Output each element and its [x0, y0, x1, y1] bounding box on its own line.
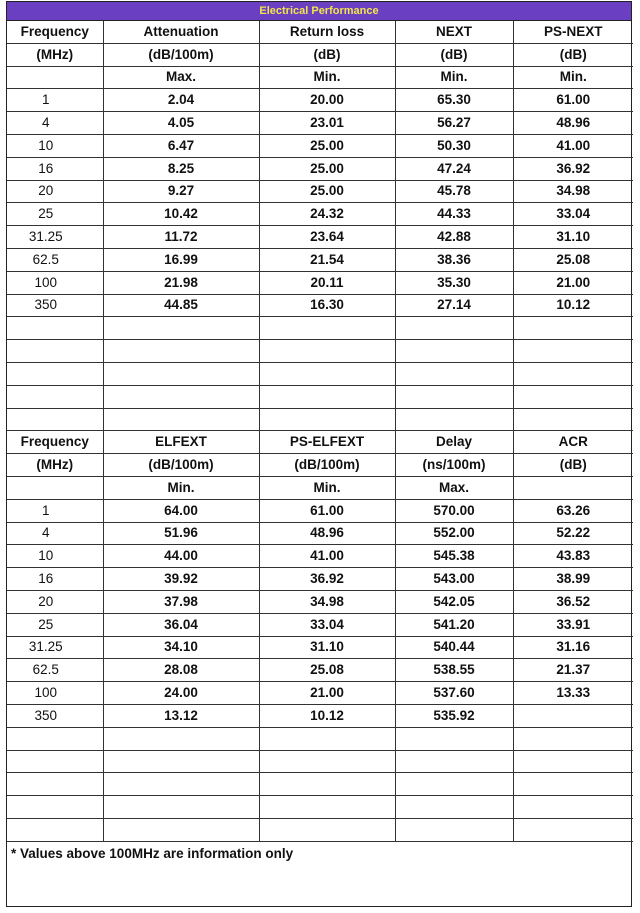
table-row — [7, 522, 633, 545]
limit-cell: Min. — [259, 476, 395, 499]
frequency-cell: 4 — [7, 112, 103, 135]
unit-cell: (dB/100m) — [259, 454, 395, 477]
value-cell — [513, 818, 633, 841]
footnote: * Values above 100MHz are information only — [11, 845, 294, 861]
value-cell: 535.92 — [395, 704, 513, 727]
table-row — [7, 89, 633, 112]
value-cell: 25.08 — [259, 659, 395, 682]
table-row — [7, 590, 633, 613]
value-cell: 6.47 — [103, 134, 259, 157]
table-row — [7, 248, 633, 271]
table-row — [7, 271, 633, 294]
value-cell: 545.38 — [395, 545, 513, 568]
frequency-cell — [7, 408, 103, 431]
limit-cell: Min. — [513, 66, 633, 89]
header-row — [7, 431, 633, 453]
value-cell — [513, 704, 633, 727]
value-cell — [513, 750, 633, 773]
value-cell: 31.10 — [259, 636, 395, 659]
header-cell: NEXT — [395, 21, 513, 43]
value-cell: 20.11 — [259, 271, 395, 294]
table-row — [7, 157, 633, 180]
unit-cell: (dB) — [395, 43, 513, 66]
value-cell — [395, 750, 513, 773]
unit-row — [7, 43, 633, 66]
header-cell: PS-ELFEXT — [259, 431, 395, 453]
value-cell: 34.98 — [259, 590, 395, 613]
value-cell: 11.72 — [103, 226, 259, 249]
value-cell: 31.16 — [513, 636, 633, 659]
value-cell: 52.22 — [513, 522, 633, 545]
value-cell — [103, 727, 259, 750]
value-cell: 23.64 — [259, 226, 395, 249]
frequency-cell: 25 — [7, 613, 103, 636]
value-cell — [513, 385, 633, 408]
header-cell: PS-NEXT — [513, 21, 633, 43]
value-cell: 41.00 — [513, 134, 633, 157]
value-cell — [395, 773, 513, 796]
frequency-cell: 1 — [7, 499, 103, 522]
limit-cell: Max. — [103, 66, 259, 89]
value-cell — [259, 408, 395, 431]
table-row — [7, 750, 633, 773]
unit-cell: (MHz) — [7, 454, 103, 477]
value-cell: 10.42 — [103, 203, 259, 226]
table-row — [7, 134, 633, 157]
value-cell — [103, 362, 259, 385]
value-cell: 33.91 — [513, 613, 633, 636]
value-cell: 61.00 — [259, 499, 395, 522]
value-cell: 41.00 — [259, 545, 395, 568]
value-cell — [259, 317, 395, 340]
table-row — [7, 408, 633, 431]
header-cell: ELFEXT — [103, 431, 259, 453]
value-cell: 25.00 — [259, 157, 395, 180]
value-cell: 10.12 — [259, 704, 395, 727]
electrical-table-2 — [7, 431, 633, 841]
table-row — [7, 385, 633, 408]
value-cell: 21.00 — [513, 271, 633, 294]
table-row — [7, 340, 633, 363]
value-cell: 36.92 — [513, 157, 633, 180]
unit-cell: (dB) — [513, 43, 633, 66]
value-cell — [103, 750, 259, 773]
unit-row — [7, 454, 633, 477]
frequency-cell — [7, 340, 103, 363]
value-cell: 47.24 — [395, 157, 513, 180]
value-cell: 31.10 — [513, 226, 633, 249]
electrical-table-1 — [7, 21, 633, 431]
table-row — [7, 682, 633, 705]
value-cell — [395, 818, 513, 841]
table-row — [7, 112, 633, 135]
value-cell: 42.88 — [395, 226, 513, 249]
unit-cell: (dB/100m) — [103, 454, 259, 477]
header-cell: Frequency — [7, 21, 103, 43]
value-cell — [513, 340, 633, 363]
value-cell: 25.00 — [259, 180, 395, 203]
value-cell: 34.98 — [513, 180, 633, 203]
table-row — [7, 203, 633, 226]
value-cell — [513, 773, 633, 796]
value-cell: 4.05 — [103, 112, 259, 135]
value-cell: 538.55 — [395, 659, 513, 682]
frequency-cell — [7, 818, 103, 841]
table-row — [7, 362, 633, 385]
value-cell — [395, 362, 513, 385]
value-cell: 36.52 — [513, 590, 633, 613]
unit-cell: (ns/100m) — [395, 454, 513, 477]
value-cell: 44.00 — [103, 545, 259, 568]
frequency-cell: 31.25 — [7, 636, 103, 659]
value-cell — [103, 773, 259, 796]
value-cell — [395, 340, 513, 363]
frequency-cell: 20 — [7, 180, 103, 203]
table-row — [7, 636, 633, 659]
frequency-cell: 16 — [7, 157, 103, 180]
value-cell — [259, 750, 395, 773]
table-row — [7, 704, 633, 727]
frequency-cell: 100 — [7, 271, 103, 294]
value-cell: 65.30 — [395, 89, 513, 112]
frequency-cell: 10 — [7, 134, 103, 157]
value-cell: 38.36 — [395, 248, 513, 271]
value-cell: 36.92 — [259, 568, 395, 591]
header-row — [7, 21, 633, 43]
unit-cell: (dB/100m) — [103, 43, 259, 66]
value-cell: 16.30 — [259, 294, 395, 317]
table-row — [7, 773, 633, 796]
header-cell: Return loss — [259, 21, 395, 43]
table-row — [7, 659, 633, 682]
value-cell — [513, 317, 633, 340]
value-cell — [259, 727, 395, 750]
table-row — [7, 317, 633, 340]
value-cell: 44.33 — [395, 203, 513, 226]
value-cell — [259, 796, 395, 819]
frequency-cell: 100 — [7, 682, 103, 705]
table-row — [7, 294, 633, 317]
value-cell: 27.14 — [395, 294, 513, 317]
value-cell: 36.04 — [103, 613, 259, 636]
value-cell — [103, 818, 259, 841]
value-cell — [513, 362, 633, 385]
frequency-cell: 1 — [7, 89, 103, 112]
value-cell: 24.32 — [259, 203, 395, 226]
value-cell — [103, 408, 259, 431]
frequency-cell: 25 — [7, 203, 103, 226]
value-cell: 23.01 — [259, 112, 395, 135]
value-cell: 63.26 — [513, 499, 633, 522]
value-cell: 21.00 — [259, 682, 395, 705]
frequency-cell: 16 — [7, 568, 103, 591]
header-cell: Delay — [395, 431, 513, 453]
value-cell: 21.54 — [259, 248, 395, 271]
limit-row — [7, 66, 633, 89]
table-row — [7, 499, 633, 522]
frequency-cell: 10 — [7, 545, 103, 568]
value-cell: 33.04 — [259, 613, 395, 636]
value-cell: 25.08 — [513, 248, 633, 271]
value-cell — [103, 796, 259, 819]
value-cell: 9.27 — [103, 180, 259, 203]
table-row — [7, 613, 633, 636]
value-cell — [103, 317, 259, 340]
value-cell: 28.08 — [103, 659, 259, 682]
value-cell: 50.30 — [395, 134, 513, 157]
value-cell — [513, 796, 633, 819]
value-cell: 13.33 — [513, 682, 633, 705]
value-cell: 38.99 — [513, 568, 633, 591]
value-cell — [395, 796, 513, 819]
value-cell: 570.00 — [395, 499, 513, 522]
value-cell — [513, 408, 633, 431]
value-cell: 25.00 — [259, 134, 395, 157]
value-cell: 21.98 — [103, 271, 259, 294]
table-row — [7, 226, 633, 249]
unit-cell: (dB) — [513, 454, 633, 477]
value-cell: 43.83 — [513, 545, 633, 568]
value-cell: 21.37 — [513, 659, 633, 682]
value-cell — [259, 362, 395, 385]
limit-cell: Min. — [103, 476, 259, 499]
page-title: Electrical Performance — [7, 2, 631, 21]
value-cell: 543.00 — [395, 568, 513, 591]
value-cell: 20.00 — [259, 89, 395, 112]
value-cell — [513, 727, 633, 750]
frequency-cell — [7, 773, 103, 796]
limit-cell — [513, 476, 633, 499]
frequency-cell: 62.5 — [7, 248, 103, 271]
value-cell — [103, 340, 259, 363]
value-cell — [259, 340, 395, 363]
value-cell: 48.96 — [513, 112, 633, 135]
value-cell — [395, 385, 513, 408]
header-cell: Attenuation — [103, 21, 259, 43]
value-cell: 45.78 — [395, 180, 513, 203]
value-cell: 56.27 — [395, 112, 513, 135]
value-cell — [395, 408, 513, 431]
table-row — [7, 796, 633, 819]
value-cell: 37.98 — [103, 590, 259, 613]
limit-cell: Max. — [395, 476, 513, 499]
value-cell: 48.96 — [259, 522, 395, 545]
value-cell: 34.10 — [103, 636, 259, 659]
value-cell — [395, 727, 513, 750]
value-cell: 35.30 — [395, 271, 513, 294]
value-cell: 13.12 — [103, 704, 259, 727]
value-cell: 24.00 — [103, 682, 259, 705]
value-cell: 540.44 — [395, 636, 513, 659]
limit-cell — [7, 66, 103, 89]
value-cell: 542.05 — [395, 590, 513, 613]
frequency-cell — [7, 796, 103, 819]
value-cell: 64.00 — [103, 499, 259, 522]
value-cell: 10.12 — [513, 294, 633, 317]
frequency-cell: 350 — [7, 294, 103, 317]
value-cell: 16.99 — [103, 248, 259, 271]
value-cell — [395, 317, 513, 340]
frequency-cell: 4 — [7, 522, 103, 545]
table-row — [7, 818, 633, 841]
frequency-cell — [7, 750, 103, 773]
table-row — [7, 727, 633, 750]
value-cell: 8.25 — [103, 157, 259, 180]
value-cell: 33.04 — [513, 203, 633, 226]
value-cell: 541.20 — [395, 613, 513, 636]
limit-row — [7, 476, 633, 499]
frequency-cell: 62.5 — [7, 659, 103, 682]
limit-cell — [7, 476, 103, 499]
table-row — [7, 180, 633, 203]
frequency-cell — [7, 362, 103, 385]
value-cell: 61.00 — [513, 89, 633, 112]
header-cell: Frequency — [7, 431, 103, 453]
value-cell: 44.85 — [103, 294, 259, 317]
value-cell — [259, 773, 395, 796]
value-cell: 552.00 — [395, 522, 513, 545]
value-cell — [259, 818, 395, 841]
table-row — [7, 545, 633, 568]
unit-cell: (dB) — [259, 43, 395, 66]
frequency-cell: 20 — [7, 590, 103, 613]
spec-sheet — [6, 1, 632, 907]
table-row — [7, 568, 633, 591]
frequency-cell: 31.25 — [7, 226, 103, 249]
value-cell: 2.04 — [103, 89, 259, 112]
header-cell: ACR — [513, 431, 633, 453]
limit-cell: Min. — [259, 66, 395, 89]
frequency-cell — [7, 385, 103, 408]
value-cell — [259, 385, 395, 408]
frequency-cell: 350 — [7, 704, 103, 727]
value-cell: 51.96 — [103, 522, 259, 545]
value-cell: 39.92 — [103, 568, 259, 591]
limit-cell: Min. — [395, 66, 513, 89]
value-cell: 537.60 — [395, 682, 513, 705]
frequency-cell — [7, 727, 103, 750]
value-cell — [103, 385, 259, 408]
frequency-cell — [7, 317, 103, 340]
unit-cell: (MHz) — [7, 43, 103, 66]
